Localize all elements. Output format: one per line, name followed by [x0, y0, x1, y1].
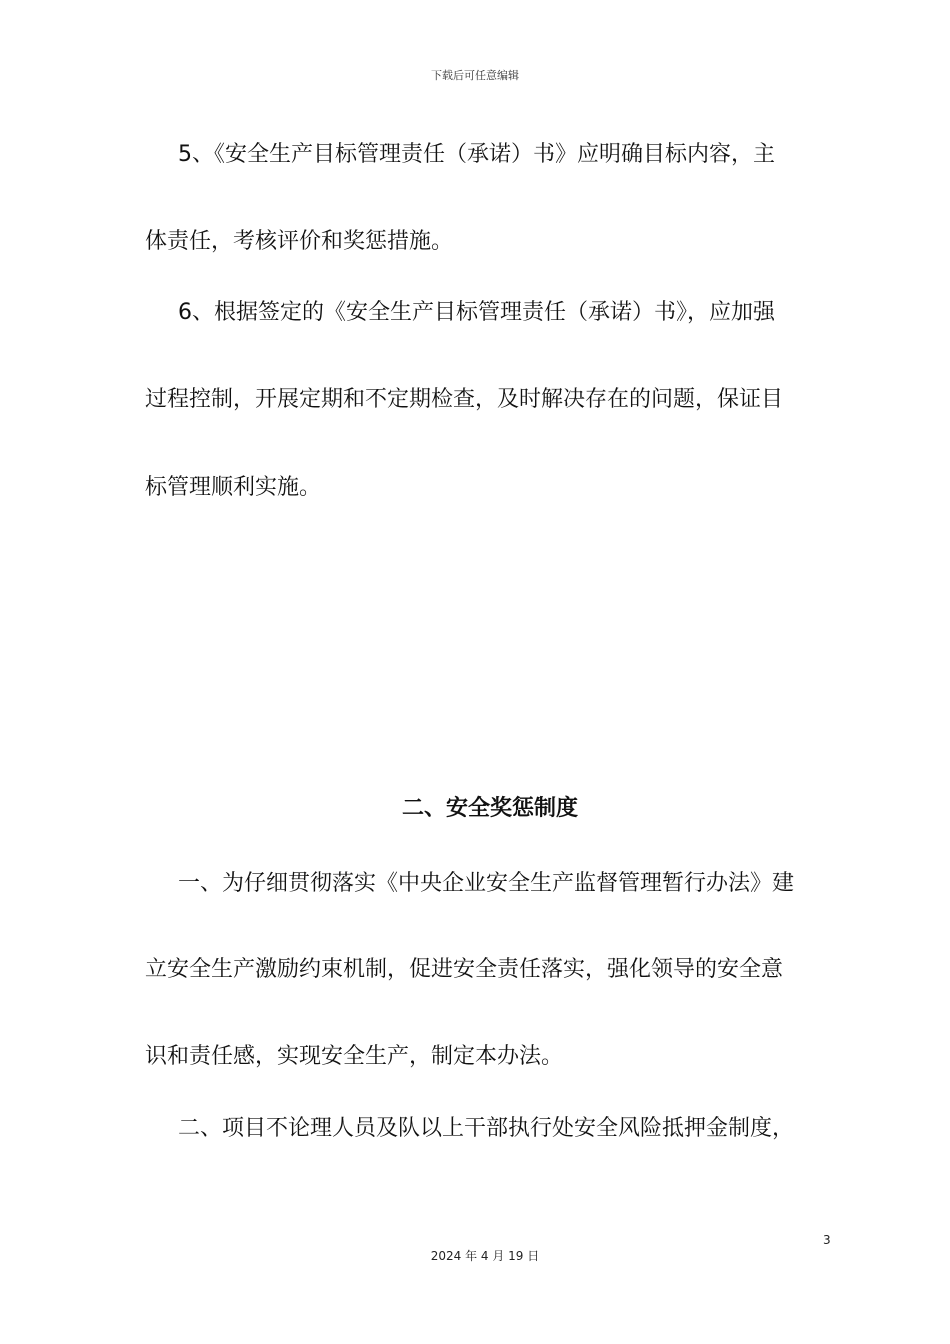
section-1-line-3: 识和责任感，实现安全生产，制定本办法。 — [145, 1044, 564, 1069]
paragraph-6-line-2: 过程控制，开展定期和不定期检查，及时解决存在的问题，保证目 — [145, 387, 784, 412]
section-1-line-1: 一、为仔细贯彻落实《中央企业安全生产监督管理暂行办法》建 — [178, 871, 795, 896]
paragraph-6-line-1: 6、根据签定的《安全生产目标管理责任（承诺）书》，应加强 — [178, 300, 775, 325]
footer-date: 2024 年 4 月 19 日 — [430, 1249, 540, 1263]
page-header: 下载后可任意编辑 — [431, 69, 519, 82]
section-heading: 二、安全奖惩制度 — [401, 796, 578, 821]
paragraph-5-line-1: 5、《安全生产目标管理责任（承诺）书》应明确目标内容，主 — [178, 142, 775, 167]
paragraph-6-line-3: 标管理顺利实施。 — [145, 475, 322, 500]
paragraph-5-line-2: 体责任，考核评价和奖惩措施。 — [145, 229, 454, 254]
page-number: 3 — [823, 1233, 831, 1247]
section-2-line-1: 二、项目不论理人员及队以上干部执行处安全风险抵押金制度， — [178, 1116, 795, 1141]
section-1-line-2: 立安全生产激励约束机制，促进安全责任落实，强化领导的安全意 — [145, 957, 784, 982]
